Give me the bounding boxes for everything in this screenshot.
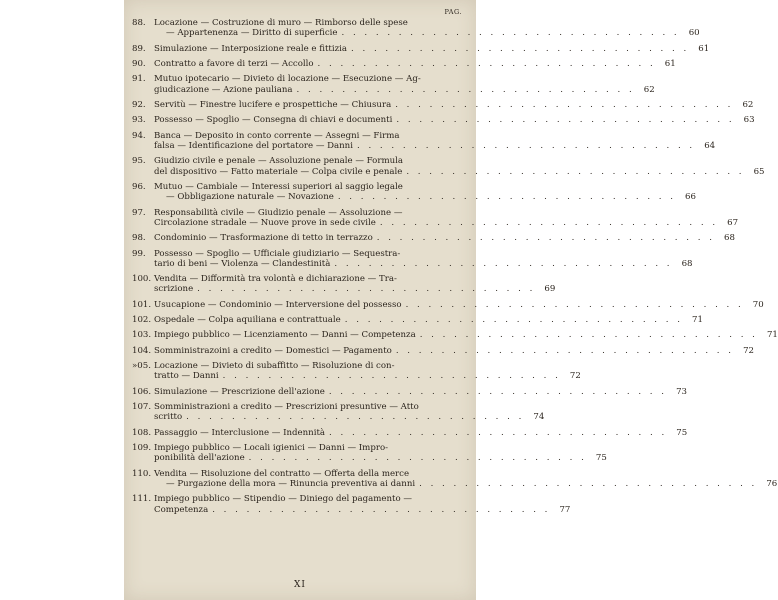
dot-leader: . . . . . . . . . . . . . . . . . . . . . . . . . . . . . . (337, 192, 676, 203)
entry-line (154, 115, 755, 125)
entry-body (154, 274, 555, 294)
index-entry (132, 443, 607, 464)
entry-text: ponibilità dell'azione (154, 453, 245, 464)
entry-page-number: 76 (766, 479, 778, 490)
entry-text: Mutuo ipotecario — Divieto di locazione — Esecuzione — Ag- (154, 74, 421, 85)
entry-line (154, 259, 693, 269)
entry-line (154, 443, 607, 453)
entry-text: Simulazione — Prescrizione dell'azione (154, 386, 325, 397)
dot-leader: . . . . . . . . . . . . . . . . . . . . . . . . . . . . . . (212, 504, 551, 515)
dot-leader: . . . . . . . . . . . . . . . . . . . . . . . . . . . . . . (341, 28, 680, 39)
entry-number: 102. (132, 315, 152, 326)
index-entry (132, 386, 687, 397)
entry-text: tratto — Danni (154, 371, 219, 382)
entry-text: Simulazione — Interposizione reale e fittizia (154, 43, 348, 54)
entry-number: 104. (132, 345, 152, 356)
entry-text: Possesso — Spoglio — Consegna di chiavi e documenti (154, 115, 393, 126)
index-entry (132, 345, 754, 356)
entry-number: 90. (132, 58, 146, 69)
entry-page-number: 63 (743, 115, 755, 126)
dot-leader: . . . . . . . . . . . . . . . . . . . . . . . . . . . . . . (395, 345, 734, 356)
dot-leader: . . . . . . . . . . . . . . . . . . . . . . . . . . . . . . (419, 330, 758, 341)
index-entry (132, 207, 739, 228)
entry-number: 111. (132, 494, 152, 505)
entry-text: Contratto a favore di terzi — Accollo (154, 58, 314, 69)
index-entry (132, 361, 581, 382)
entry-text: Responsabilità civile — Giudizio penale — Assoluzione — (154, 207, 403, 218)
entry-number: 106. (132, 386, 152, 397)
entry-line (154, 249, 693, 259)
entry-page-number: 77 (559, 504, 571, 515)
entry-body (154, 182, 696, 202)
entry-text: Impiego pubblico — Stipendio — Diniego del pagamento — (154, 494, 413, 505)
entry-page-number: 74 (533, 412, 545, 423)
entry-number: 110. (132, 468, 152, 479)
entry-page-number: 75 (676, 427, 688, 438)
entry-body (154, 18, 700, 38)
index-entry (132, 181, 696, 203)
index-entry (132, 233, 735, 244)
entry-text: Circolazione stradale — Nuove prove in sede civile (154, 217, 376, 228)
entry-line (154, 28, 700, 38)
entry-number: 99. (132, 248, 146, 259)
entry-page-number: 71 (766, 330, 778, 341)
entry-line (154, 59, 676, 69)
entry-number: 108. (132, 427, 152, 438)
index-entry (132, 274, 556, 295)
entry-page-number: 65 (753, 166, 765, 177)
entry-line (154, 167, 765, 177)
entry-number: 88. (132, 18, 146, 28)
entry-number: 91. (132, 74, 146, 85)
dot-leader: . . . . . . . . . . . . . . . . . . . . . . . . . . . . . . (317, 58, 656, 69)
dot-leader: . . . . . . . . . . . . . . . . . . . . . . . . . . . . . . (197, 284, 536, 295)
entry-text: Vendita — Risoluzione del contratto — Offerta della merce (154, 468, 410, 479)
entry-page-number: 60 (688, 28, 700, 39)
entry-line (154, 315, 703, 325)
page-number-footer: XI (294, 580, 306, 590)
entry-body (154, 74, 655, 94)
entry-line (154, 371, 581, 381)
entry-body (154, 156, 765, 176)
index-entry (132, 299, 764, 310)
entry-text: — Appartenenza — Diritto di superficie (166, 28, 338, 39)
dot-leader: . . . . . . . . . . . . . . . . . . . . . . . . . . . . . . (222, 371, 561, 382)
entry-page-number: 62 (742, 99, 754, 110)
entry-body (154, 387, 687, 397)
index-entry (132, 130, 716, 151)
entry-body (154, 330, 778, 340)
entry-text: — Obbligazione naturale — Novazione (166, 192, 334, 203)
entry-page-number: 67 (727, 217, 739, 228)
entry-line (154, 233, 735, 243)
entry-text: Locazione — Costruzione di muro — Rimborso delle spese (154, 18, 408, 28)
entry-line (154, 479, 777, 489)
entry-number: 100. (132, 274, 152, 285)
entry-number: 96. (132, 181, 146, 192)
entry-body (154, 469, 777, 489)
entry-number: 92. (132, 99, 146, 110)
entry-line (154, 274, 555, 284)
entry-body (154, 402, 544, 422)
dot-leader: . . . . . . . . . . . . . . . . . . . . . . . . . . . . . . (405, 299, 744, 310)
entry-page-number: 73 (676, 386, 687, 397)
entry-number: 103. (132, 330, 152, 341)
dot-leader: . . . . . . . . . . . . . . . . . . . . . . . . . . . . . . (379, 217, 719, 228)
index-entry (132, 18, 700, 39)
dot-leader: . . . . . . . . . . . . . . . . . . . . . . . . . . . . . . (396, 115, 735, 126)
book-page (124, 0, 778, 600)
entry-number: 93. (132, 115, 146, 126)
page-column-header: PAG. (444, 8, 462, 16)
entry-page-number: 72 (569, 371, 581, 382)
entry-page-number: 69 (544, 284, 556, 295)
entry-body (154, 494, 570, 514)
entry-line (154, 346, 754, 356)
dot-leader: . . . . . . . . . . . . . . . . . . . . . . . . . . . . . . (395, 99, 734, 110)
dot-leader: . . . . . . . . . . . . . . . . . . . . . . . . . . . . . . (248, 453, 587, 464)
entry-text: giudicazione — Azione pauliana (154, 84, 293, 95)
entry-text: — Purgazione della mora — Rinuncia preventiva ai danni (166, 479, 416, 490)
entry-text: Somministrazioni a credito — Prescrizioni presuntive — Atto (154, 402, 419, 413)
entry-page-number: 62 (643, 84, 655, 95)
dot-leader: . . . . . . . . . . . . . . . . . . . . . . . . . . . . . . (344, 315, 683, 326)
entry-body (154, 208, 738, 228)
entry-body (154, 131, 715, 151)
index-entry (132, 99, 754, 110)
entry-line (154, 74, 655, 84)
entry-line (154, 469, 777, 479)
dot-leader: . . . . . . . . . . . . . . . . . . . . . . . . . . . . . . (419, 479, 758, 490)
entry-text: Passaggio — Interclusione — Indennità (154, 427, 326, 438)
entry-body (154, 44, 709, 54)
index-entry (132, 58, 676, 69)
entry-number: 89. (132, 43, 146, 54)
entry-text: Possesso — Spoglio — Ufficiale giudiziario — Sequestra- (154, 248, 401, 259)
entry-page-number: 68 (681, 258, 693, 269)
index-entry (132, 468, 778, 490)
entry-line (154, 218, 738, 228)
entry-line (154, 182, 696, 192)
index-entry (132, 43, 710, 54)
entry-text: Servitù — Finestre lucifere e prospettiche — Chiusura (154, 99, 392, 110)
index-entry (132, 402, 545, 423)
index-entry (132, 494, 571, 515)
entry-text: Vendita — Difformità tra volontà e dichiarazione — Tra- (154, 274, 397, 285)
entry-body (154, 361, 581, 381)
index-entry (132, 427, 688, 438)
entry-body (154, 300, 764, 310)
entry-line (154, 100, 753, 110)
entry-page-number: 75 (595, 453, 607, 464)
dot-leader: . . . . . . . . . . . . . . . . . . . . . . . . . . . . . . (334, 258, 673, 269)
dot-leader: . . . . . . . . . . . . . . . . . . . . . . . . . . . . . . (329, 427, 668, 438)
entry-line (154, 141, 715, 151)
entry-text: tario di beni — Violenza — Clandestinità (154, 258, 331, 269)
entry-number: 97. (132, 207, 146, 218)
entry-text: Mutuo — Cambiale — Interessi superiori al saggio legale (154, 181, 403, 192)
entry-number: »05. (132, 361, 151, 372)
entry-line (154, 284, 555, 294)
entry-line (154, 412, 544, 422)
entry-page-number: 70 (752, 299, 764, 310)
entry-body (154, 346, 754, 356)
index-entry (132, 156, 765, 177)
entry-body (154, 443, 607, 463)
entry-text: scrizione (154, 284, 194, 295)
entry-text: scritto (154, 412, 183, 423)
entry-body (154, 315, 703, 325)
entry-text: Condominio — Trasformazione di tetto in terrazzo (154, 233, 373, 244)
entry-number: 98. (132, 233, 146, 244)
entry-line (154, 131, 715, 141)
dot-leader: . . . . . . . . . . . . . . . . . . . . . . . . . . . . . . (406, 166, 745, 177)
entry-text: Giudizio civile e penale — Assoluzione penale — Formula (154, 156, 404, 167)
entry-number: 94. (132, 130, 146, 141)
entry-text: Somministrazoini a credito — Domestici — Pagamento (154, 345, 392, 356)
index-entry (132, 74, 655, 95)
entry-text: falsa — Identificazione del portatore — Danni (154, 140, 353, 151)
entry-page-number: 61 (664, 58, 676, 69)
entry-text: Impiego pubblico — Locali igienici — Danni — Impro- (154, 443, 389, 454)
entry-line (154, 505, 570, 515)
dot-leader: . . . . . . . . . . . . . . . . . . . . . . . . . . . . . . (186, 412, 525, 423)
entry-line (154, 44, 709, 54)
index-entries-list (132, 18, 778, 520)
entry-line (154, 428, 687, 438)
entry-line (154, 494, 570, 504)
entry-page-number: 68 (723, 233, 735, 244)
entry-text: Locazione — Divieto di subaffitto — Risoluzione di con- (154, 361, 395, 372)
entry-line (154, 300, 764, 310)
entry-page-number: 64 (704, 140, 716, 151)
entry-page-number: 72 (743, 345, 754, 356)
entry-body (154, 100, 753, 110)
entry-text: Banca — Deposito in conto corrente — Assegni — Firma (154, 130, 400, 141)
entry-number: 107. (132, 402, 152, 413)
entry-line (154, 85, 655, 95)
index-entry (132, 315, 703, 326)
entry-page-number: 71 (692, 315, 703, 326)
entry-body (154, 59, 676, 69)
entry-body (154, 233, 735, 243)
entry-line (154, 18, 700, 28)
index-entry (132, 330, 778, 341)
index-entry (132, 115, 755, 126)
entry-page-number: 66 (685, 192, 696, 203)
dot-leader: . . . . . . . . . . . . . . . . . . . . . . . . . . . . . . (351, 43, 690, 54)
entry-line (154, 192, 696, 202)
entry-page-number: 61 (698, 43, 710, 54)
dot-leader: . . . . . . . . . . . . . . . . . . . . . . . . . . . . . . (328, 386, 667, 397)
entry-line (154, 361, 581, 371)
entry-text: Ospedale — Colpa aquiliana e contrattuale (154, 315, 341, 326)
entry-line (154, 330, 778, 340)
entry-number: 109. (132, 443, 152, 454)
entry-line (154, 453, 607, 463)
entry-text: Impiego pubblico — Licenziamento — Danni — Competenza (154, 330, 416, 341)
entry-number: 101. (132, 299, 152, 310)
entry-text: Competenza (154, 504, 209, 515)
entry-text: del dispositivo — Fatto materiale — Colpa civile e penale (154, 166, 403, 177)
dot-leader: . . . . . . . . . . . . . . . . . . . . . . . . . . . . . . (296, 84, 635, 95)
entry-text: Usucapione — Condominio — Interversione del possesso (154, 299, 402, 310)
entry-body (154, 249, 693, 269)
entry-line (154, 387, 687, 397)
entry-body (154, 115, 755, 125)
entry-line (154, 156, 765, 166)
entry-number: 95. (132, 156, 146, 167)
entry-line (154, 402, 544, 412)
entry-body (154, 428, 687, 438)
dot-leader: . . . . . . . . . . . . . . . . . . . . . . . . . . . . . . (356, 140, 696, 151)
dot-leader: . . . . . . . . . . . . . . . . . . . . . . . . . . . . . . (376, 233, 715, 244)
entry-line (154, 208, 738, 218)
index-entry (132, 248, 693, 269)
